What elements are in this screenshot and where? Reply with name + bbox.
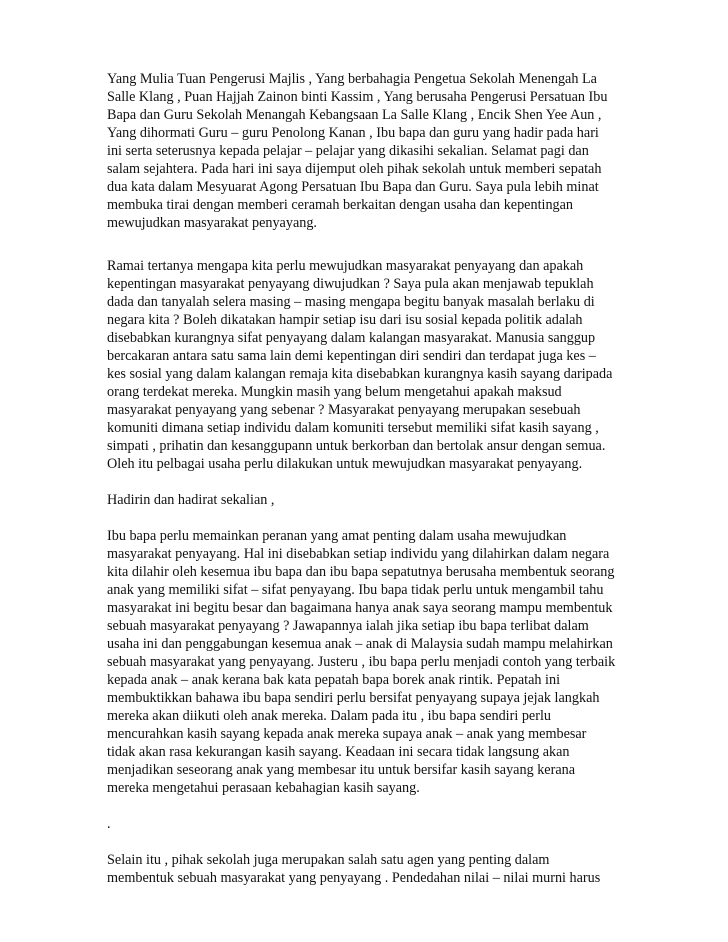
text-line: kes sosial yang dalam kalangan remaja kita disebabkan kurangnya kasih sayang daripada [107, 366, 613, 382]
paragraph-gap [107, 232, 627, 250]
text-line: salam sejahtera. Pada hari ini saya dijemput oleh pihak sekolah untuk memberi sepatah [107, 161, 602, 177]
paragraph-introduction [107, 257, 627, 473]
text-line: Oleh itu pelbagai usaha perlu dilakukan untuk mewujudkan masyarakat penyayang. [107, 456, 583, 472]
paragraph-greeting [107, 491, 627, 509]
text-line: menjadikan seseorang anak yang membesar itu untuk bersifar kasih sayang kerana [107, 762, 576, 778]
text-line: Salle Klang , Puan Hajjah Zainon binti Kassim , Yang berusaha Pengerusi Persatuan Ibu [107, 89, 608, 105]
text-line: membuktikkan bahawa ibu bapa sendiri perlu bersifat penyayang supaya jejak langkah [107, 690, 600, 706]
text-line: orang terdekat mereka. Mungkin masih yang belum mengetahui apakah maksud [107, 384, 562, 400]
text-line: Bapa dan Guru Sekolah Menangah Kebangsaan La Salle Klang , Encik Shen Yee Aun , [107, 107, 602, 123]
text-line: anak yang memiliki sifat – sifat penyayang. Ibu bapa tidak perlu untuk mengambil tahu [107, 582, 604, 598]
document-page [107, 70, 627, 887]
text-line: masyarakat penyayang yang sebenar ? Masyarakat penyayang merupakan sesebuah [107, 402, 581, 418]
text-line: komuniti dimana setiap individu dalam komuniti tersebut memiliki sifat kasih sayang , [107, 420, 599, 436]
text-line: kepentingan masyarakat penyayang diwujudkan ? Saya pula akan menjawab tepuklah [107, 276, 594, 292]
text-line: Hadirin dan hadirat sekalian , [107, 492, 275, 508]
text-line: masyarakat penyayang. Hal ini disebabkan setiap individu yang dilahirkan dalam negara [107, 546, 610, 562]
paragraph-gap [107, 473, 627, 491]
text-line: Ibu bapa perlu memainkan peranan yang amat penting dalam usaha mewujudkan [107, 528, 567, 544]
text-line: Ramai tertanya mengapa kita perlu mewujudkan masyarakat penyayang dan apakah [107, 258, 584, 274]
paragraph-dot [107, 815, 627, 833]
text-line: Selain itu , pihak sekolah juga merupakan salah satu agen yang penting dalam [107, 852, 550, 868]
text-line: membuka tirai dengan memberi ceramah berkaitan dengan usaha dan kepentingan [107, 197, 574, 213]
text-line: mereka mengetahui perasaan kebahagian kasih sayang. [107, 780, 420, 796]
text-line: membentuk sebuah masyarakat yang penyayang . Pendedahan nilai – nilai murni harus [107, 870, 601, 886]
paragraph-gap [107, 797, 627, 815]
text-line: simpati , prihatin dan kesanggupann untuk berkorban dan bertolak ansur dengan semua. [107, 438, 606, 454]
text-line: disebabkan kurangnya sifat penyayang dalam kalangan masyarakat. Manusia sanggup [107, 330, 596, 346]
paragraph-gap [107, 833, 627, 851]
text-line: negara kita ? Boleh dikatakan hampir setiap isu dari isu sosial kepada politik adalah [107, 312, 583, 328]
text-line: kita dilahir oleh kesemua ibu bapa dan ibu bapa sepatutnya berusaha membentuk seorang [107, 564, 615, 580]
text-line: bercakaran antara satu sama lain demi kepentingan diri sendiri dan terdapat juga kes – [107, 348, 596, 364]
paragraph-school-role [107, 851, 627, 887]
text-line: mencurahkan kasih sayang kepada anak mereka supaya anak – anak yang membesar [107, 726, 587, 742]
text-line: masyarakat ini begitu besar dan bagaimana hanya anak saya seorang mampu membentuk [107, 600, 613, 616]
text-line: tidak akan rasa kekurangan kasih sayang. Keadaan ini secara tidak langsung akan [107, 744, 570, 760]
text-line: ini serta seterusnya kepada pelajar – pelajar yang dikasihi sekalian. Selamat pagi dan [107, 143, 589, 159]
paragraph-salutation [107, 70, 627, 232]
text-line: . [107, 816, 111, 832]
paragraph-parents-role [107, 527, 627, 797]
text-line: kepada anak – anak kerana bak kata pepatah bapa borek anak rintik. Pepatah ini [107, 672, 561, 688]
text-line: mewujudkan masyarakat penyayang. [107, 215, 317, 231]
paragraph-gap [107, 509, 627, 527]
text-line: Yang dihormati Guru – guru Penolong Kanan , Ibu bapa dan guru yang hadir pada hari [107, 125, 599, 141]
text-line: dua kata dalam Mesyuarat Agong Persatuan Ibu Bapa dan Guru. Saya pula lebih minat [107, 179, 599, 195]
text-line: sebuah masyarakat yang penyayang. Justeru , ibu bapa perlu menjadi contoh yang terbaik [107, 654, 616, 670]
text-line: Yang Mulia Tuan Pengerusi Majlis , Yang berbahagia Pengetua Sekolah Menengah La [107, 71, 597, 87]
text-line: sebuah masyarakat penyayang ? Jawapannya ialah jika setiap ibu bapa terlibat dalam [107, 618, 589, 634]
text-line: usaha ini dan penggabungan kesemua anak – anak di Malaysia sudah mampu melahirkan [107, 636, 613, 652]
text-line: dada dan tanyalah selera masing – masing mengapa begitu banyak masalah berlaku di [107, 294, 595, 310]
paragraph-gap [107, 250, 627, 257]
text-line: mereka akan diikuti oleh anak mereka. Dalam pada itu , ibu bapa sendiri perlu [107, 708, 551, 724]
